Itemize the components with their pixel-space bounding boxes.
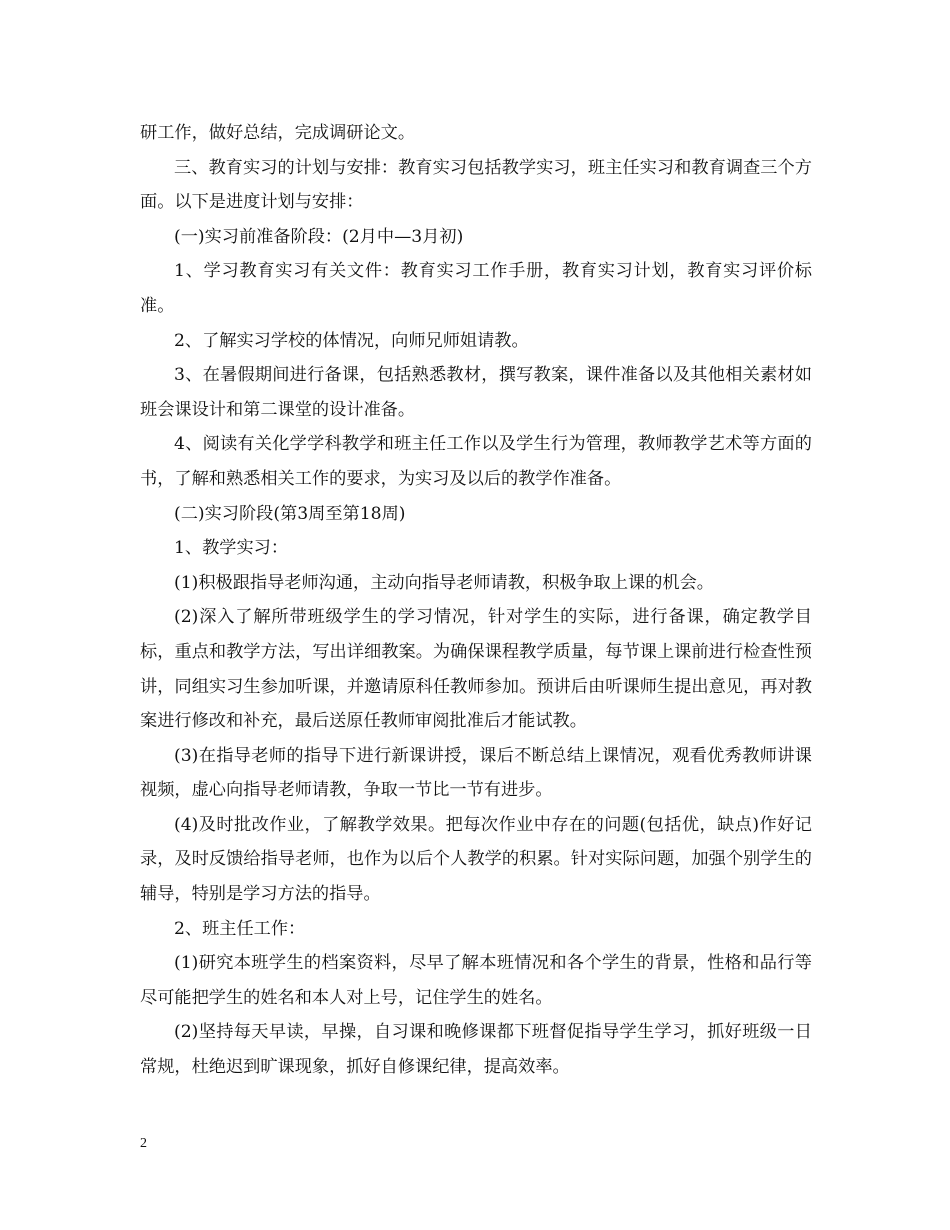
paragraph: 研工作，做好总结，完成调研论文。 <box>140 123 416 143</box>
paragraph: (1)研究本班学生的档案资料，尽早了解本班情况和各个学生的背景，性格和品行等尽可能把学生的姓名和本人对上号，记住学生的姓名。 <box>140 953 812 1008</box>
paragraph: (二)实习阶段(第3周至第18周) <box>174 503 406 524</box>
paragraph: 2、班主任工作： <box>174 918 306 939</box>
paragraph: (一)实习前准备阶段：(2月中—3月初) <box>174 226 464 247</box>
document-body <box>140 116 812 1085</box>
paragraph: 3、在暑假期间进行备课，包括熟悉教材，撰写教案，课件准备以及其他相关素材如班会课设计和第二课堂的设计准备。 <box>140 365 812 420</box>
paragraph: 1、教学实习： <box>174 538 289 559</box>
paragraph: 2、了解实习学校的体情况，向师兄师姐请教。 <box>174 330 529 351</box>
paragraph: 三、教育实习的计划与安排：教育实习包括教学实习，班主任实习和教育调查三个方面。以下是进度计划与安排： <box>140 157 812 213</box>
paragraph: (2)坚持每天早读，早操，自习课和晚修课都下班督促指导学生学习，抓好班级一日常规，杜绝迟到旷课现象，抓好自修课纪律，提高效率。 <box>140 1022 812 1078</box>
paragraph: (1)积极跟指导老师沟通，主动向指导老师请教，积极争取上课的机会。 <box>174 572 714 593</box>
paragraph: 4、阅读有关化学学科教学和班主任工作以及学生行为管理，教师教学艺术等方面的书，了解和熟悉相关工作的要求，为实习及以后的教学作准备。 <box>140 434 812 489</box>
page-number: 2 <box>140 1136 147 1151</box>
paragraph: 1、学习教育实习有关文件：教育实习工作手册，教育实习计划，教育实习评价标准。 <box>140 261 812 316</box>
paragraph: (4)及时批改作业，了解教学效果。把每次作业中存在的问题(包括优，缺点)作好记录，及时反馈给指导老师，也作为以后个人教学的积累。针对实际问题，加强个别学生的辅导，特别是学习方法的指导。 <box>140 814 812 905</box>
paragraph: (2)深入了解所带班级学生的学习情况，针对学生的实际，进行备课，确定教学目标，重点和教学方法，写出详细教案。为确保课程教学质量，每节课上课前进行检查性预讲，同组实习生参加听课，并邀请原科任教师参加。预讲后由听课师生提出意见，再对教案进行修改和补充，最后送原任教师审阅批准后才能试教。 <box>140 607 812 732</box>
paragraph: (3)在指导老师的指导下进行新课讲授，课后不断总结上课情况，观看优秀教师讲课视频，虚心向指导老师请教，争取一节比一节有进步。 <box>140 745 812 801</box>
